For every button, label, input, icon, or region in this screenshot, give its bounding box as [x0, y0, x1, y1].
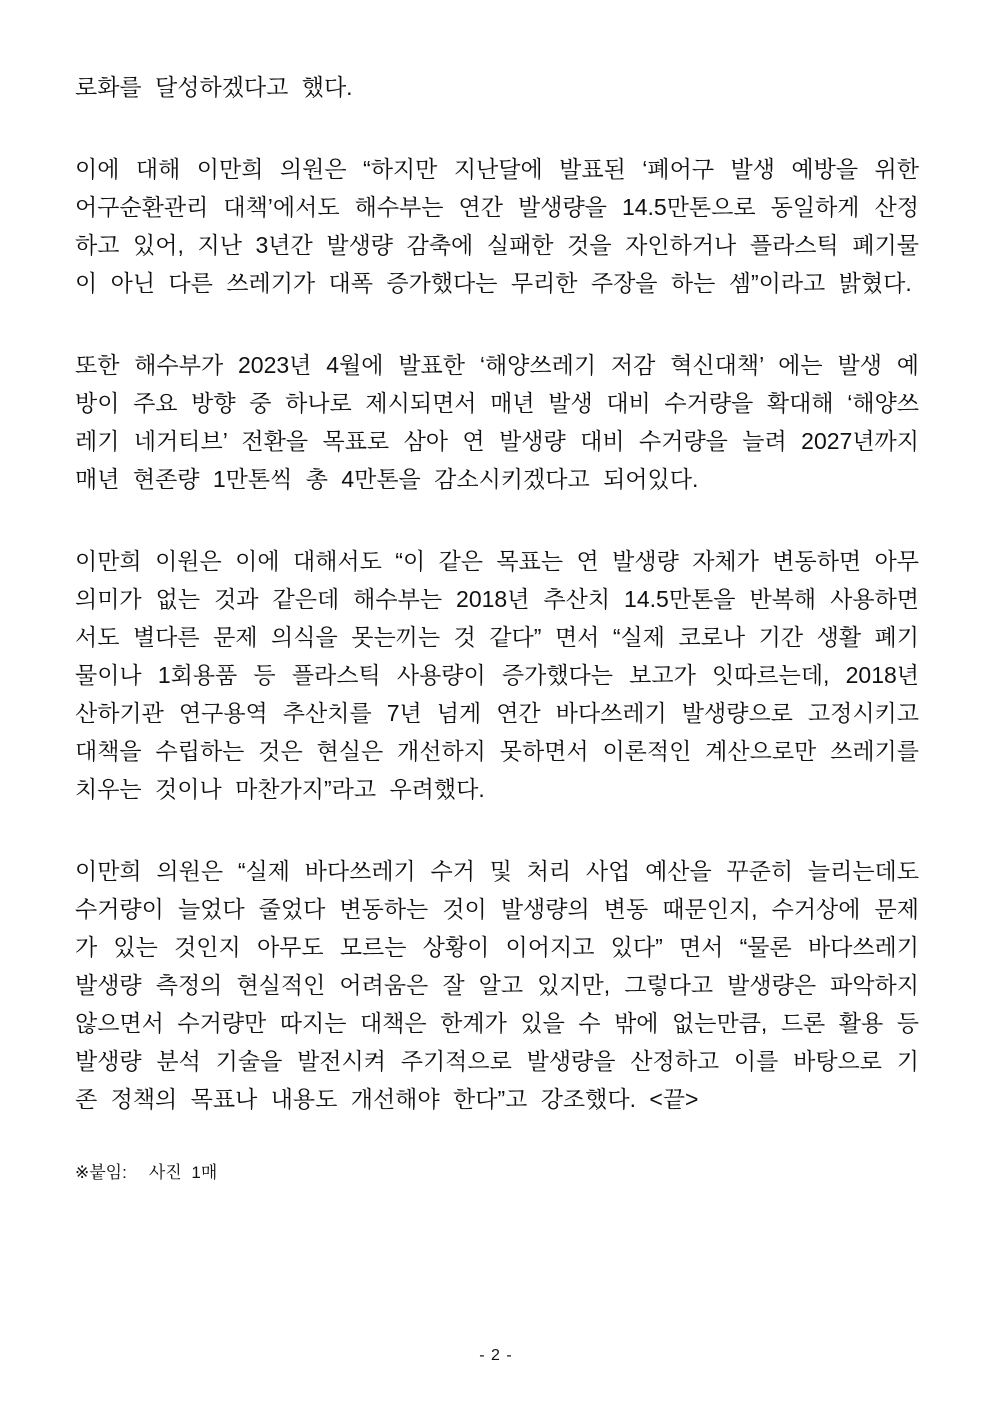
page-number: - 2 -: [479, 1347, 513, 1364]
paragraph-continuation: 로화를 달성하겠다고 했다.: [75, 74, 353, 100]
paragraph-statement-1: 이에 대해 이만희 의원은 “하지만 지난달에 발표된 ‘폐어구 발생 예방을 위한 어구순환관리 대책’에서도 해수부는 연간 발생량을 14.5만톤으로 동일하게 산정하고 있어, 지난 3년간 발생량 감축에 실패한 것을 자인하거나 플라스틱 폐기물이 아닌 다른 쓰레기가 대폭 증가했다는 무리한 주장을 하는 셈”이라고 밝혔다.: [75, 156, 919, 296]
attachment-label: ※붙임:: [75, 1163, 127, 1182]
document-body: [75, 68, 919, 1184]
attachment-value: 사진 1매: [148, 1163, 218, 1182]
attachment-note: [75, 1162, 919, 1184]
page-footer: [0, 1347, 992, 1365]
paragraph-statement-2: 이만희 이원은 이에 대해서도 “이 같은 목표는 연 발생량 자체가 변동하면 아무 의미가 없는 것과 같은데 해수부는 2018년 추산치 14.5만톤을 반복해 사용하면서도 별다른 문제 의식을 못는끼는 것 같다” 면서 “실제 코로나 기간 생활 폐기물이나 1회용품 등 플라스틱 사용량이 증가했다는 보고가 잇따르는데, 2018년 산하기관 연구용역 추산치를 7년 넘게 연간 바다쓰레기 발생량으로 고정시키고 대책을 수립하는 것은 현실은 개선하지 못하면서 이론적인 계산으로만 쓰레기를 치우는 것이나 마찬가지”라고 우려했다.: [75, 548, 919, 802]
paragraph-statement-3: 이만희 의원은 “실제 바다쓰레기 수거 및 처리 사업 예산을 꾸준히 늘리는데도 수거량이 늘었다 줄었다 변동하는 것이 발생량의 변동 때문인지, 수거상에 문제가 있는 것인지 아무도 모르는 상황이 이어지고 있다” 면서 “물론 바다쓰레기 발생량 측정의 현실적인 어려움은 잘 알고 있지만, 그렇다고 발생량은 파악하지 않으면서 수거량만 따지는 대책은 한계가 있을 수 밖에 없는만큼, 드론 활용 등 발생량 분석 기술을 발전시켜 주기적으로 발생량을 산정하고 이를 바탕으로 기존 정책의 목표나 내용도 개선해야 한다”고 강조했다. <끝>: [75, 858, 919, 1112]
paragraph-policy-2023: 또한 해수부가 2023년 4월에 발표한 ‘해양쓰레기 저감 혁신대책’ 에는 발생 예방이 주요 방향 중 하나로 제시되면서 매년 발생 대비 수거량을 확대해 ‘해양쓰레기 네거티브’ 전환을 목표로 삼아 연 발생량 대비 수거량을 늘려 2027년까지 매년 현존량 1만톤씩 총 4만톤을 감소시키겠다고 되어있다.: [75, 352, 919, 492]
